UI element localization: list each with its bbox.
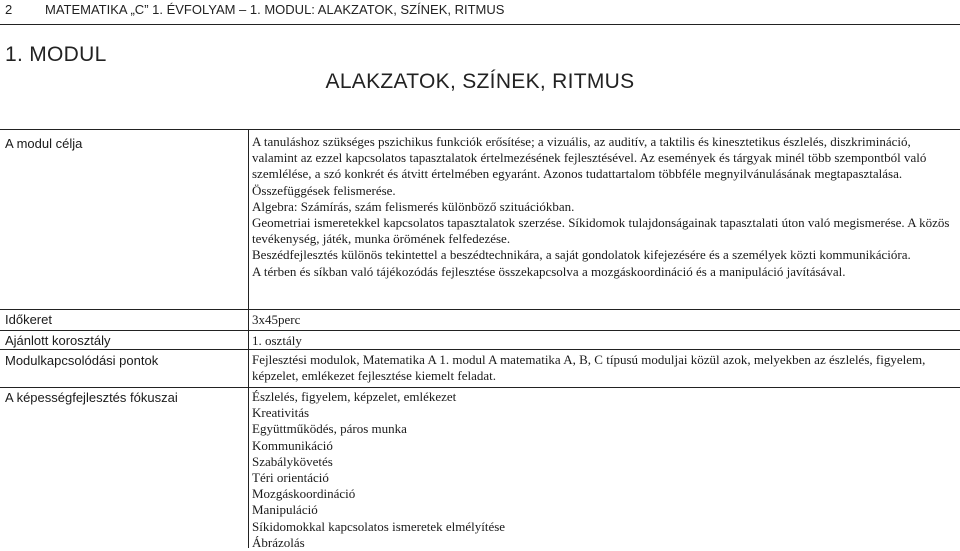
module-title: ALAKZATOK, SZÍNEK, RITMUS: [325, 70, 635, 93]
goal-paragraph: Algebra: Számírás, szám felismerés különböző szituációkban.: [252, 198, 575, 214]
goal-paragraph: Beszédfejlesztés különös tekintettel a beszédtechnikára, a saját gondolatok kifejezésére és a személyek közti kommunikációra.: [252, 247, 911, 263]
age-label: Ajánlott korosztály: [5, 333, 111, 348]
focus-item: Észlelés, figyelem, képzelet, emlékezet: [252, 389, 457, 404]
goal-label: A modul célja: [5, 136, 83, 151]
page-number: 2: [5, 2, 13, 17]
row-rule: [0, 309, 960, 310]
focus-item: Kreativitás: [252, 405, 310, 421]
age-value: 1. osztály: [252, 333, 302, 348]
header-rule: [0, 24, 960, 25]
focus-label: A képességfejlesztés fókuszai: [5, 390, 178, 405]
table-column-divider: [248, 130, 249, 548]
goal-paragraph: A térben és síkban való tájékozódás fejlesztése összekapcsolva a mozgáskoordináció és a manipuláció javításával.: [252, 263, 846, 279]
goal-paragraph: Geometriai ismeretekkel kapcsolatos tapasztalatok szerzése. Síkidomok tulajdonságainak tapasztalati úton való megismerése. A közös tevékenység, játék, munka örömének felfedezése.: [252, 215, 950, 247]
goal-text: [252, 134, 952, 280]
focus-item: Mozgáskoordináció: [252, 486, 356, 502]
focus-list: [252, 389, 952, 551]
focus-item: Síkidomokkal kapcsolatos ismeretek elmélyítése: [252, 518, 506, 534]
time-value: 3x45perc: [252, 312, 301, 327]
running-header: [5, 2, 955, 17]
links-value: Fejlesztési modulok, Matematika A 1. modul A matematika A, B, C típusú moduljai közül azok, melyekben az észlelés, figyelem, képzelet, emlékezet fejlesztése kiemelt feladat.: [252, 352, 926, 384]
focus-item: Téri orientáció: [252, 470, 329, 486]
focus-item: Együttműködés, páros munka: [252, 421, 407, 437]
links-label: Modulkapcsolódási pontok: [5, 353, 159, 368]
row-rule: [0, 349, 960, 350]
running-title: MATEMATIKA „C” 1. ÉVFOLYAM – 1. MODUL: ALAKZATOK, SZÍNEK, RITMUS: [45, 2, 505, 17]
focus-item: Manipuláció: [252, 502, 318, 518]
focus-item: Szabálykövetés: [252, 453, 333, 469]
time-label: Időkeret: [5, 312, 52, 327]
goal-paragraph: A tanuláshoz szükséges pszichikus funkciók erősítése; a vizuális, az auditív, a taktilis és kinesztetikus észlelés, diszkrimináció, valamint az ezzel kapcsolatos tapasztalatok értelmezésének fejlesztésével. Az események és tárgyak minél több szempontból való szemlélése, a szó konkrét és átvitt értelmében egyaránt. Azonos tudattartalom többféle megnyilvánulásának megtapasztalása. Összefüggések felismerése.: [252, 134, 927, 198]
row-rule: [0, 387, 960, 388]
focus-item: Ábrázolás: [252, 534, 305, 550]
focus-item: Kommunikáció: [252, 437, 333, 453]
module-number: 1. MODUL: [5, 43, 107, 66]
row-rule: [0, 330, 960, 331]
table-top-rule: [0, 129, 960, 130]
